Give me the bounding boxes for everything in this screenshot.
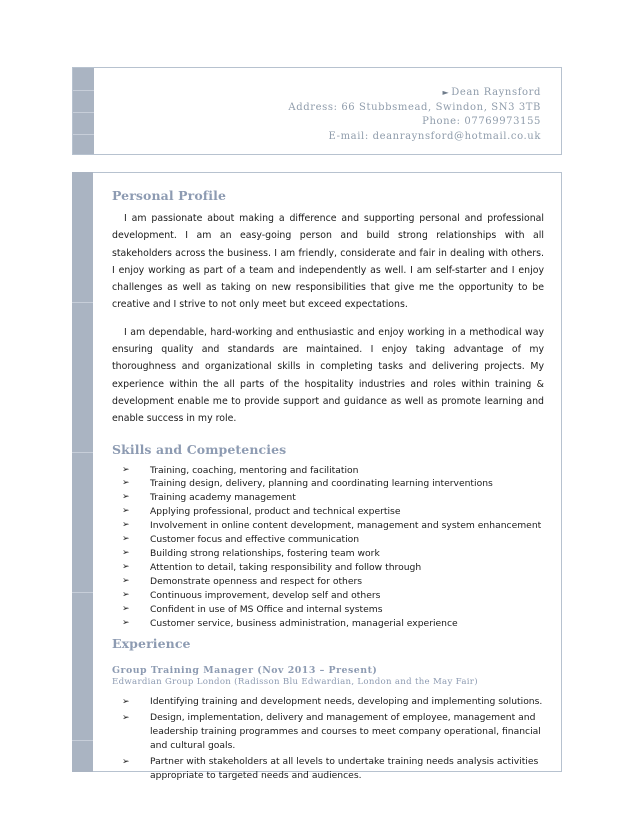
arrow-bullet-icon: ➢ bbox=[122, 548, 130, 558]
list-item: ➢ Continuous improvement, develop self and others bbox=[122, 589, 381, 601]
list-item: ➢ Customer focus and effective communication bbox=[122, 534, 360, 546]
list-item: ➢ Attention to detail, taking responsibility and follow through bbox=[122, 561, 422, 573]
name-line bbox=[288, 86, 541, 101]
email: E-mail: deanraynsford@hotmail.co.uk bbox=[328, 130, 541, 142]
body-accent-stripe bbox=[72, 172, 93, 772]
arrow-bullet-icon: ➢ bbox=[122, 617, 130, 628]
list-item: ➢ Design, implementation, delivery and management of employee, management and leadership training programmes and courses to meet company operational, financial and cultural goals. bbox=[122, 712, 541, 752]
list-item: ➢ Identifying training and development needs, developing and implementing solutions. bbox=[122, 696, 543, 708]
list-item: ➢ Customer service, business administration, managerial experience bbox=[122, 617, 458, 629]
arrow-bullet-icon: ➢ bbox=[122, 506, 130, 517]
candidate-name: Dean Raynsford bbox=[451, 87, 541, 98]
contact-header bbox=[72, 67, 562, 155]
list-item: ➢ Applying professional, product and technical expertise bbox=[122, 506, 401, 518]
arrow-bullet-icon: ➢ bbox=[122, 492, 130, 503]
job-company: Edwardian Group London (Radisson Blu Edwardian, London and the May Fair) bbox=[112, 677, 478, 688]
list-item: ➢ Involvement in online content development, management and system enhancement bbox=[122, 520, 542, 532]
arrow-bullet-icon: ➢ bbox=[122, 534, 130, 545]
list-item: ➢ Building strong relationships, fostering team work bbox=[122, 548, 380, 559]
contact-block bbox=[288, 86, 541, 144]
arrow-bullet-icon: ➢ bbox=[122, 561, 130, 572]
list-item: ➢ Demonstrate openness and respect for others bbox=[122, 575, 363, 587]
arrow-bullet-icon: ➢ bbox=[122, 757, 130, 768]
arrow-bullet-icon: ➢ bbox=[122, 697, 130, 708]
header-accent-stripe bbox=[73, 68, 94, 154]
arrow-bullet-icon: ➢ bbox=[122, 464, 130, 475]
profile-paragraph: I am dependable, hard-working and enthusiastic and enjoy working in a methodical way ensuring quality and standards are maintained. I enjoy taking advantage of my thoroughness and organizational skills in completing tasks and delivering projects. My experience within the all parts of the hospitality industries and roles within training & development enable me to provide support and guidance as well as promote learning and enable success in my role. bbox=[112, 326, 544, 425]
profile-paragraph: I am passionate about making a difference and supporting personal and professional development. I am an easy-going person and build strong relationships with all stakeholders across the business. I am friendly, considerate and fair in dealing with others. I enjoy working as part of a team and independently as well. I am self-starter and I enjoy challenges as well as taking on new responsibilities that give me the opportunity to be creative and I strive to not only meet but exceed expectations. bbox=[112, 213, 544, 311]
experience-list bbox=[112, 695, 544, 783]
section-title-profile: Personal Profile bbox=[112, 188, 227, 203]
section-title-skills: Skills and Competencies bbox=[112, 441, 287, 457]
list-item: ➢ Training design, delivery, planning and coordinating learning interventions bbox=[122, 478, 493, 490]
list-item: ➢ Confident in use of MS Office and internal systems bbox=[122, 603, 383, 615]
skills-list bbox=[112, 464, 544, 631]
triangle-right-icon: ► bbox=[442, 88, 450, 97]
arrow-bullet-icon: ➢ bbox=[122, 713, 130, 724]
arrow-bullet-icon: ➢ bbox=[122, 589, 130, 600]
arrow-bullet-icon: ➢ bbox=[122, 520, 130, 531]
arrow-bullet-icon: ➢ bbox=[122, 575, 130, 586]
list-item: ➢ Training academy management bbox=[122, 492, 296, 504]
resume-content bbox=[112, 188, 544, 785]
address: Address: 66 Stubbsmead, Swindon, SN3 3TB bbox=[288, 101, 541, 113]
job-title: Group Training Manager (Nov 2013 – Present) bbox=[112, 665, 378, 677]
arrow-bullet-icon: ➢ bbox=[122, 603, 130, 614]
list-item: ➢ Partner with stakeholders at all levels to undertake training needs analysis activities appropriate to targeted needs and audiences. bbox=[122, 756, 539, 782]
arrow-bullet-icon: ➢ bbox=[122, 478, 130, 489]
list-item: ➢ Training, coaching, mentoring and facilitation bbox=[122, 464, 359, 476]
phone: Phone: 07769973155 bbox=[422, 116, 541, 127]
section-title-experience: Experience bbox=[112, 636, 191, 652]
